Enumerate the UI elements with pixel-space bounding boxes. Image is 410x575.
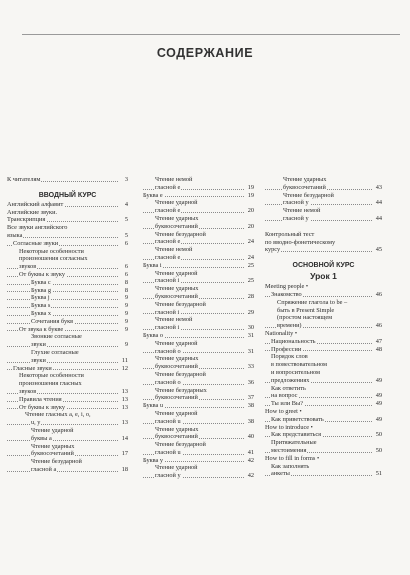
- toc-entry[interactable]: гласной e 20: [143, 207, 254, 215]
- toc-entry[interactable]: Как представиться 50: [265, 431, 382, 439]
- toc-entry[interactable]: звуки 11: [7, 357, 128, 365]
- toc-entry[interactable]: языка 5: [7, 231, 128, 239]
- toc-entry-line: Чтение ударной: [155, 269, 198, 277]
- toc-entry[interactable]: звуков 13: [7, 388, 128, 396]
- toc-entry[interactable]: гласной o 31: [143, 348, 254, 356]
- toc-entry-line: Чтение немой: [155, 246, 193, 254]
- toc-entry[interactable]: Буква u 38: [143, 402, 254, 410]
- toc-entry[interactable]: Буква g 8: [7, 287, 128, 295]
- toc-entry-line: Чтение ударных: [155, 214, 199, 222]
- toc-entry[interactable]: звуков 6: [7, 263, 128, 271]
- toc-entry[interactable]: Буква c 8: [7, 279, 128, 287]
- toc-entry-line: Все звуки английского: [7, 224, 68, 232]
- toc-entry[interactable]: Согласные звуки 6: [7, 240, 128, 248]
- toc-entry[interactable]: гласной u 41: [143, 449, 254, 457]
- toc-entry[interactable]: Буква i 25: [143, 261, 254, 269]
- toc-entry-line: Некоторые особенности: [19, 247, 84, 255]
- toc-entry[interactable]: гласной e 24: [143, 238, 254, 246]
- toc-entry-line: Чтение безударной: [283, 191, 334, 199]
- toc-entry[interactable]: на вопрос 49: [265, 392, 382, 400]
- toc-entry-line: произношения гласных: [19, 380, 82, 388]
- toc-entry-line: быть в Present Simple: [277, 306, 335, 314]
- toc-entry[interactable]: гласной y 42: [143, 472, 254, 480]
- toc-entry-line: Чтение немой: [155, 176, 193, 183]
- toc-column-3: [265, 176, 382, 478]
- toc-entry[interactable]: гласной y 44: [265, 215, 382, 223]
- toc-entry[interactable]: От буквы к звуку 6: [7, 271, 128, 279]
- toc-entry[interactable]: Ты или Вы? 49: [265, 400, 382, 408]
- toc-entry-line: Как заполнять: [271, 462, 310, 470]
- toc-entry-line: Чтение гласных a, e, i, o,: [25, 411, 91, 419]
- toc-entry[interactable]: гласной e 24: [143, 254, 254, 262]
- toc-entry-line: (простом настоящем: [277, 314, 333, 322]
- toc-entry-line: How to greet •: [265, 407, 302, 415]
- toc-entry-line: Чтение ударных: [155, 425, 199, 433]
- section-heading-main-course: ОСНОВНОЙ КУРС: [292, 262, 355, 270]
- toc-entry[interactable]: анкеты 51: [265, 470, 382, 478]
- toc-entry[interactable]: Национальность 47: [265, 338, 382, 346]
- toc-entry[interactable]: времени) 46: [265, 322, 382, 330]
- toc-entry[interactable]: Транскрипция 5: [7, 216, 128, 224]
- toc-entry-line: Чтение ударной: [155, 409, 198, 417]
- lesson-heading: Урок 1: [310, 271, 337, 282]
- toc-entry-line: Чтение ударной: [155, 339, 198, 347]
- toc-entry-line: Чтение ударных: [155, 285, 199, 293]
- toc-entry-line: Чтение ударных: [283, 176, 327, 183]
- toc-entry[interactable]: Профессии 48: [265, 346, 382, 354]
- toc-entry[interactable]: буквосочетаний 37: [143, 394, 254, 402]
- toc-entry[interactable]: гласной y 44: [265, 199, 382, 207]
- toc-column-2: [143, 176, 254, 480]
- top-rule: [22, 34, 400, 35]
- toc-entry-line: Чтение ударных: [155, 355, 199, 363]
- toc-column-1: [7, 176, 128, 474]
- toc-entry[interactable]: предложениях 49: [265, 377, 382, 385]
- section-heading-intro-course: ВВОДНЫЙ КУРС: [38, 191, 97, 199]
- toc-entry-line: произношения согласных: [19, 255, 88, 263]
- toc-entry-line: Meeting people •: [265, 283, 309, 291]
- toc-entry-line: Чтение безударных: [155, 386, 207, 394]
- toc-entry-line: Чтение ударной: [155, 199, 198, 207]
- toc-entry[interactable]: Буква x 9: [7, 310, 128, 318]
- toc-entry-line: Чтение немой: [283, 207, 321, 215]
- toc-entry[interactable]: гласной u 38: [143, 418, 254, 426]
- toc-entry[interactable]: буквосочетаний 43: [265, 184, 382, 192]
- toc-entry[interactable]: гласной o 36: [143, 379, 254, 387]
- toc-entry-line: по вводно-фонетическому: [265, 238, 336, 246]
- toc-entry[interactable]: u, y 13: [7, 419, 128, 427]
- toc-entry[interactable]: гласной a 18: [7, 466, 128, 474]
- page-title: СОДЕРЖАНИЕ: [156, 46, 254, 60]
- toc-entry-line: Некоторые особенности: [19, 372, 84, 380]
- toc-entry[interactable]: буквосочетаний 28: [143, 293, 254, 301]
- toc-entry-line: Как ответить: [271, 384, 306, 392]
- toc-entry-line: Чтение ударных: [31, 442, 75, 450]
- toc-entry[interactable]: Знакомство 46: [265, 291, 382, 299]
- toc-entry-line: Глухие согласные: [31, 348, 79, 356]
- toc-entry[interactable]: Гласные звуки 12: [7, 365, 128, 373]
- toc-entry[interactable]: буквы a 14: [7, 435, 128, 443]
- toc-entry-line: Звонкие согласные: [31, 333, 82, 341]
- toc-entry-line: Nationality •: [265, 329, 298, 337]
- toc-entry-line: Притяжательные: [271, 439, 317, 447]
- toc-entry[interactable]: местоимения 50: [265, 447, 382, 455]
- toc-entry[interactable]: От буквы к звуку 13: [7, 404, 128, 412]
- toc-entry[interactable]: гласной i 25: [143, 277, 254, 285]
- toc-entry-line: в повествовательном: [271, 361, 328, 369]
- toc-entry-line: Чтение немой: [155, 316, 193, 324]
- toc-entry[interactable]: Буква e 19: [143, 191, 254, 199]
- toc-entry[interactable]: гласной i 29: [143, 309, 254, 317]
- toc-entry[interactable]: гласной i 30: [143, 324, 254, 332]
- toc-entry[interactable]: Как приветствовать 49: [265, 416, 382, 424]
- toc-entry[interactable]: Буква s 9: [7, 302, 128, 310]
- toc-entry-line: Чтение безударной: [155, 441, 206, 449]
- toc-entry[interactable]: Сочетания букв 9: [7, 318, 128, 326]
- toc-entry-line: Порядок слов: [271, 353, 308, 361]
- toc-entry-line: Контрольный тест: [265, 230, 315, 238]
- toc-entry[interactable]: Буква j 9: [7, 294, 128, 302]
- toc-entry-line: Чтение безударной: [31, 458, 82, 466]
- toc-entry-line: Чтение безударной: [155, 230, 206, 238]
- toc-entry[interactable]: Буква y 42: [143, 456, 254, 464]
- toc-entry[interactable]: От звука к букве 9: [7, 326, 128, 334]
- toc-entry[interactable]: Буква o 31: [143, 331, 254, 339]
- toc-entry[interactable]: Правила чтения 13: [7, 396, 128, 404]
- toc-entry-line: How to introduce •: [265, 423, 313, 431]
- toc-entry-line: и вопросительном: [271, 368, 320, 376]
- toc-entry-line: Спряжение глагола to be –: [277, 298, 348, 306]
- toc-entry[interactable]: звуки 9: [7, 341, 128, 349]
- toc-entry[interactable]: буквосочетаний 20: [143, 223, 254, 231]
- toc-entry[interactable]: К читателям 3: [7, 176, 128, 183]
- toc-entry-line: Английские звуки.: [7, 208, 58, 216]
- toc-entry-line: Чтение ударной: [31, 426, 74, 434]
- toc-entry-line: How to fill in forms •: [265, 454, 320, 462]
- toc-entry-line: Чтение ударной: [155, 464, 198, 472]
- toc-entry[interactable]: буквосочетаний 33: [143, 363, 254, 371]
- toc-entry[interactable]: курсу 45: [265, 246, 382, 254]
- toc-entry-line: Чтение безударной: [155, 370, 206, 378]
- toc-entry-line: Чтение безударной: [155, 300, 206, 308]
- toc-entry[interactable]: буквосочетаний 17: [7, 450, 128, 458]
- toc-entry[interactable]: Английский алфавит 4: [7, 200, 128, 208]
- toc-entry[interactable]: буквосочетаний 40: [143, 433, 254, 441]
- toc-entry[interactable]: гласной e 19: [143, 184, 254, 192]
